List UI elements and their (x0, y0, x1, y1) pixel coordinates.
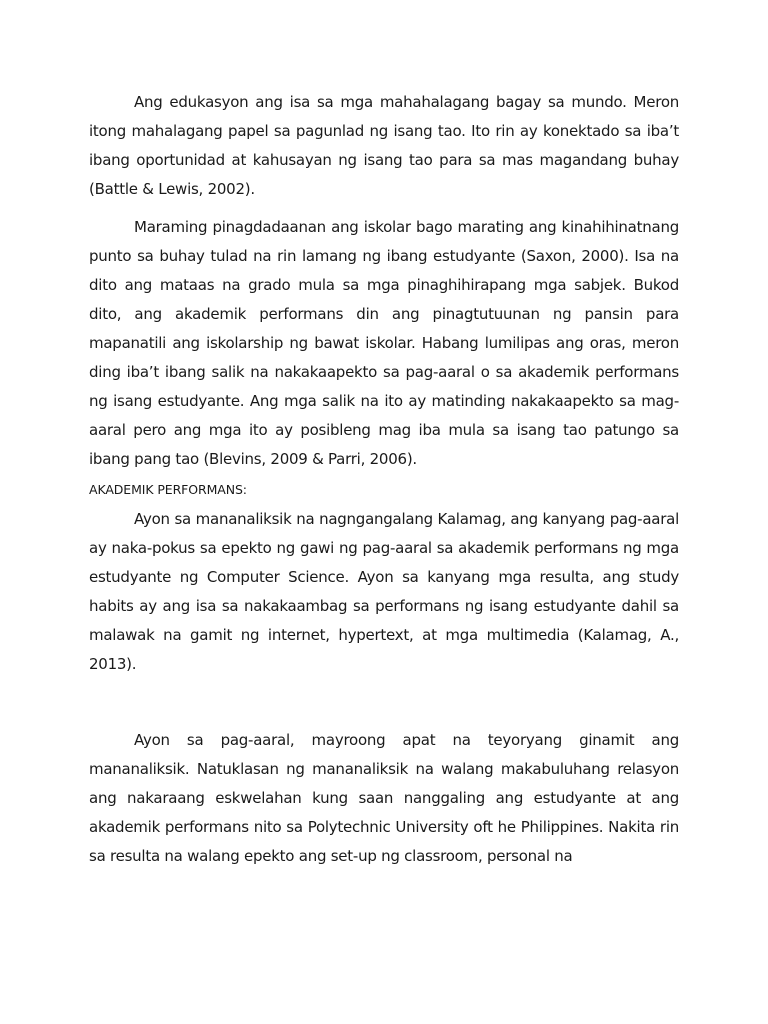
paragraph-teyorya: Ayon sa pag-aaral, mayroong apat na teyoryang ginamit ang mananaliksik. Natuklasan ng mananaliksik na walang makabuluhang relasyon ang nakaraang eskwelahan kung saan nanggaling ang estudyante at ang akademik performans nito sa Polytechnic University oft he Philippines. Nakita rin sa resulta na walang epekto ang set-up ng classroom, personal na (89, 731, 679, 865)
paragraph-spacer (89, 204, 679, 213)
paragraph-kalamag: Ayon sa mananaliksik na nagngangalang Kalamag, ang kanyang pag-aaral ay naka-pokus sa epekto ng gawi ng pag-aaral sa akademik performans ng mga estudyante ng Computer Science. Ayon sa kanyang mga resulta, ang study habits ay ang isa sa nakakaambag sa performans ng isang estudyante dahil sa malawak na gamit ng internet, hypertext, at mga multimedia (Kalamag, A., 2013). (89, 510, 679, 673)
document-page (89, 88, 679, 871)
paragraph-iskolar: Maraming pinagdadaanan ang iskolar bago marating ang kinahihinatnang punto sa buhay tulad na rin lamang ng ibang estudyante (Saxon, 2000). Isa na dito ang mataas na grado mula sa mga pinaghihirapang mga sabjek. Bukod dito, ang akademik performans din ang pinagtutuunan ng pansin para mapanatili ang iskolarship ng bawat iskolar. Habang lumilipas ang oras, meron ding iba’t ibang salik na nakakaapekto sa pag-aaral o sa akademik performans ng isang estudyante. Ang mga salik na ito ay matinding nakakaapekto sa mag-aaral pero ang mga ito ay posibleng mag iba mula sa isang tao patungo sa ibang pang tao (Blevins, 2009 & Parri, 2006). (89, 218, 679, 468)
paragraph-edukasyon: Ang edukasyon ang isa sa mga mahahalagang bagay sa mundo. Meron itong mahalagang papel sa pagunlad ng isang tao. Ito rin ay konektado sa iba’t ibang oportunidad at kahusayan ng isang tao para sa mas magandang buhay (Battle & Lewis, 2002). (89, 93, 679, 198)
paragraph-spacer-large (89, 679, 679, 726)
section-heading: AKADEMIK PERFORMANS: (89, 482, 247, 497)
